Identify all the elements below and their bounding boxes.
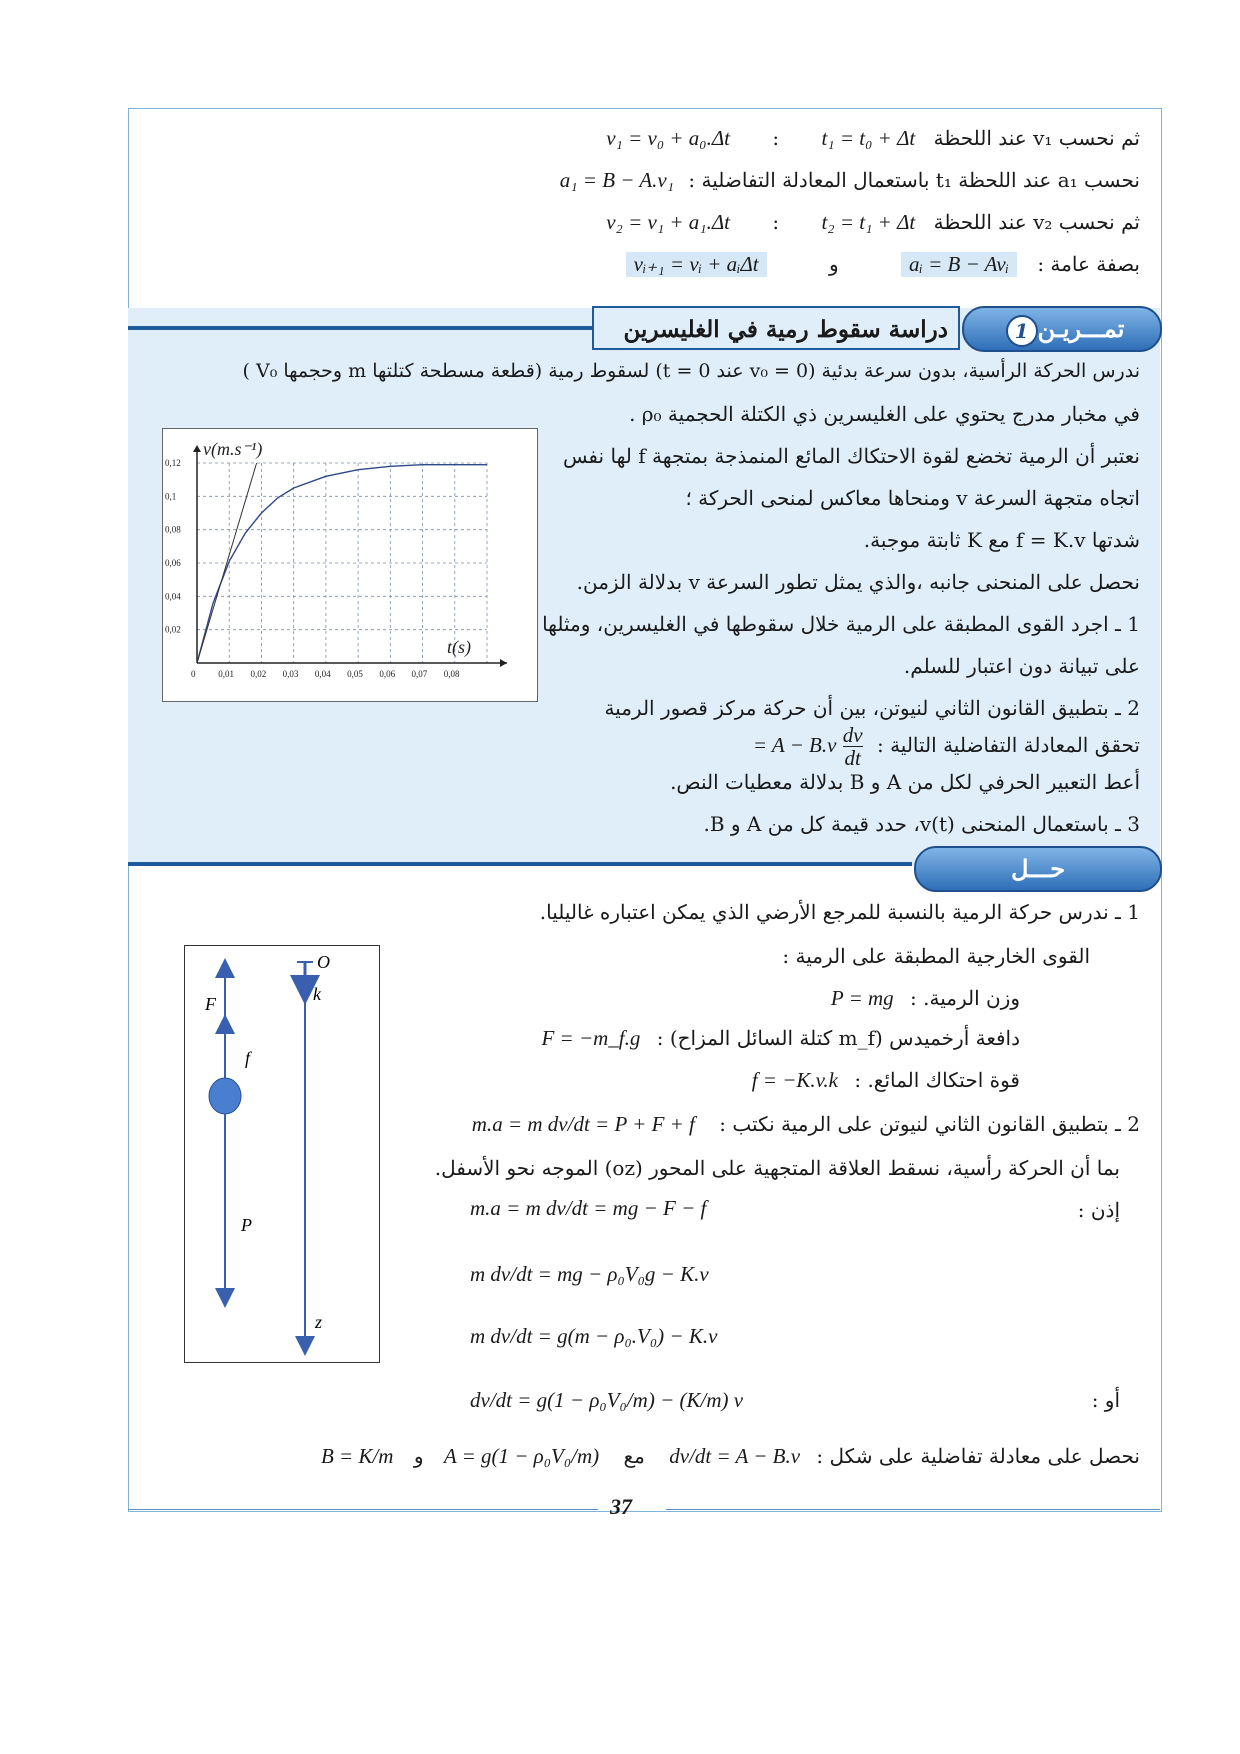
y-axis-arrow bbox=[193, 445, 201, 452]
exercise-line-2: في مخبار مدرج يحتوي على الغليسرين ذي الكتلة الحجمية ρ₀ . bbox=[629, 402, 1140, 426]
aw: أو : bbox=[1091, 1388, 1120, 1412]
force-diagram bbox=[184, 945, 380, 1363]
eq-b: m dv/dt = mg − ρ₀V₀g − K.v bbox=[470, 1262, 709, 1286]
exercise-number: 1 bbox=[1006, 315, 1038, 347]
P-label: P bbox=[241, 1215, 252, 1235]
x-tick-label: 0,04 bbox=[314, 669, 331, 679]
exercise-line-9: 2 ـ بتطبيق القانون الثاني لنيوتن، بين أن حركة مركز قصور الرمية bbox=[604, 696, 1140, 720]
forces-title: القوى الخارجية المطبقة على الرمية : bbox=[782, 944, 1090, 968]
y-tick-label: 0,12 bbox=[165, 458, 181, 468]
x-tick-label: 0,07 bbox=[411, 669, 428, 679]
x-tick-label: 0 bbox=[191, 669, 196, 679]
y-tick-label: 0,06 bbox=[165, 558, 181, 568]
f-label: f bbox=[245, 1048, 251, 1068]
solution-q1: 1 ـ ندرس حركة الرمية بالنسبة للمرجع الأرضي الذي يمكن اعتباره غاليليا. bbox=[539, 900, 1140, 924]
top-line-1: ثم نحسب v₁ عند اللحظة t₁ = t₀ + Δt : v₁ = v₀ + a₀.Δt bbox=[606, 126, 1140, 150]
idhan: إذن : bbox=[1077, 1198, 1120, 1222]
exercise-title: دراسة سقوط رمية في الغليسرين bbox=[592, 306, 960, 350]
y-tick-label: 0,08 bbox=[165, 524, 181, 535]
exercise-line-1: ندرس الحركة الرأسية، بدون سرعة بدئية (v₀ = 0 عند t = 0) لسقوط رمية (قطعة مسطحة كتلتها m وحجمها V₀ ) bbox=[242, 360, 1140, 382]
top-line-3: ثم نحسب v₂ عند اللحظة t₂ = t₁ + Δt : v₂ = v₁ + a₁.Δt bbox=[606, 210, 1140, 234]
solution-pill: حـــل bbox=[914, 846, 1162, 892]
x-tick-label: 0,03 bbox=[282, 669, 299, 679]
force-archimedes: دافعة أرخميدس (m_f كتلة السائل المزاح) : F = −m_f.g bbox=[541, 1026, 1020, 1050]
eq-a: m.a = m dv/dt = mg − F − f bbox=[470, 1196, 707, 1220]
exercise-header-line bbox=[128, 326, 596, 330]
y-tick-label: 0,04 bbox=[165, 591, 181, 602]
object-ellipse bbox=[209, 1078, 241, 1114]
F-label: F bbox=[205, 994, 216, 1014]
page-number: 37 bbox=[610, 1494, 632, 1519]
eq-c: m dv/dt = g(m − ρ₀.V₀) − K.v bbox=[470, 1324, 718, 1348]
x-tick-label: 0,06 bbox=[379, 669, 396, 679]
velocity-chart bbox=[162, 428, 538, 702]
exercise-line-8: على تبيانة دون اعتبار للسلم. bbox=[903, 654, 1140, 678]
force-friction: قوة احتكاك المائع. : f = −K.v.k bbox=[751, 1068, 1020, 1092]
velocity-curve bbox=[197, 465, 487, 663]
z-label: z bbox=[315, 1312, 323, 1332]
solution-header-line bbox=[128, 862, 912, 866]
exercise-line-11: 3 ـ باستعمال المنحنى v(t)، حدد قيمة كل من A و B. bbox=[703, 812, 1140, 836]
y-tick-label: 0,02 bbox=[165, 624, 181, 635]
exercise-line-10: أعط التعبير الحرفي لكل من A و B بدلالة معطيات النص. bbox=[670, 770, 1140, 794]
exercise-line-4: اتجاه متجهة السرعة v ومنحاها معاكس لمنحى الحركة ؛ bbox=[685, 486, 1140, 510]
exercise-line-3: نعتبر أن الرمية تخضع لقوة الاحتكاك المائع المنمذجة بمتجهة f لها نفس bbox=[562, 444, 1140, 468]
x-tick-label: 0,08 bbox=[443, 669, 460, 679]
x-tick-label: 0,02 bbox=[250, 669, 267, 679]
footer-line-right bbox=[666, 1509, 1160, 1510]
top-line-4: بصفة عامة : aᵢ = B − Avᵢ و vᵢ₊₁ = vᵢ + aᵢΔt bbox=[626, 252, 1140, 277]
x-tick-label: 0,01 bbox=[218, 669, 234, 679]
exercise-line-6: نحصل على المنحنى جانبه ،والذي يمثل تطور السرعة v بدلالة الزمن. bbox=[576, 570, 1140, 594]
exercise-line-7: 1 ـ اجرد القوى المطبقة على الرمية خلال سقوطها في الغليسرين، ومثلها bbox=[542, 612, 1140, 636]
y-axis-label: v(m.s⁻¹) bbox=[203, 439, 263, 459]
x-tick-label: 0,05 bbox=[347, 669, 363, 679]
footer-line-left bbox=[128, 1509, 598, 1510]
x-axis-arrow bbox=[500, 659, 507, 667]
exercise-q2-check: تحقق المعادلة التفاضلية التالية : $\frac{dv}{dt}$ = A − B.v bbox=[752, 723, 1140, 771]
solution-q2: 2 ـ بتطبيق القانون الثاني لنيوتن على الرمية نكتب : m.a = m dv/dt = P + F + f bbox=[471, 1112, 1140, 1136]
exercise-pill: تمـــريـن1 bbox=[962, 306, 1162, 352]
top-line-2: نحسب a₁ عند اللحظة t₁ باستعمال المعادلة التفاضلية : a₁ = B − A.v₁ bbox=[559, 168, 1140, 192]
y-tick-label: 0,1 bbox=[165, 491, 177, 502]
exercise-line-5: شدتها f = K.v مع K ثابتة موجبة. bbox=[863, 528, 1140, 552]
projection-line: بما أن الحركة رأسية، نسقط العلاقة المتجهية على المحور (oz) الموجه نحو الأسفل. bbox=[434, 1156, 1120, 1180]
force-weight: وزن الرمية. : P = mg bbox=[830, 986, 1020, 1010]
k-label: k bbox=[313, 984, 321, 1004]
force-diagram-svg bbox=[185, 946, 379, 1362]
chart-svg bbox=[163, 429, 537, 701]
final-line: نحصل على معادلة تفاضلية على شكل : dv/dt = A − B.v مع A = g(1 − ρ₀V₀/m) و B = K/m bbox=[320, 1444, 1140, 1468]
x-axis-label: t(s) bbox=[447, 637, 471, 657]
eq-d: dv/dt = g(1 − ρ₀V₀/m) − (K/m) v bbox=[470, 1388, 744, 1412]
origin-label: O bbox=[317, 952, 330, 972]
